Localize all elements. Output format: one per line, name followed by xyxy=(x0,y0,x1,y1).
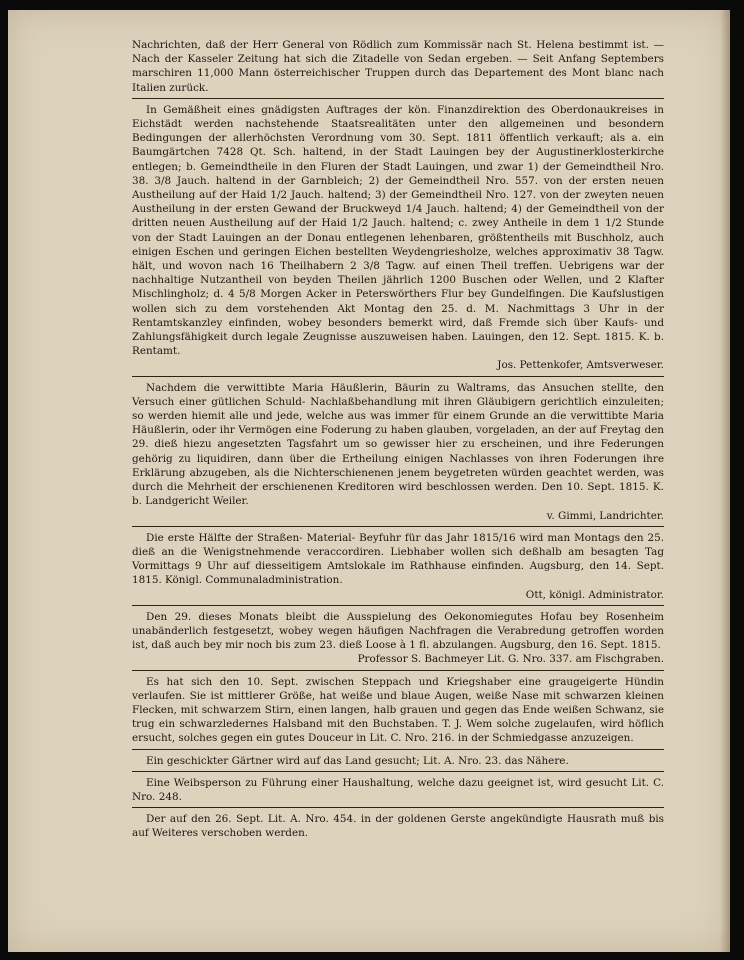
household-sale-postponed: Der auf den 26. Sept. Lit. A. Nro. 454. in der goldenen Gerste angekündigte Hausrath muß bis auf Weiteres verschoben werden. xyxy=(132,813,664,840)
road-material-signature: Ott, königl. Administrator. xyxy=(525,588,664,601)
housekeeper-wanted: Eine Weibsperson zu Führung einer Haushaltung, welche dazu geeignet ist, wird gesucht Lit. C. Nro. 248. xyxy=(132,776,664,803)
lost-dog-notice: Es hat sich den 10. Sept. zwischen Steppach und Kriegshaber eine graugeigerte Hündin verlaufen. Sie ist mittlerer Größe, hat weiße und blaue Augen, weiße Nase mit schwarzen kleinen Flecken, mit schwarzem Stirn, einen langen, halb grauen und gegen das Ende weißen Schwanz, sie trug ein schwarzledernes Halsband mit den Buchstaben. T. J. Wem solche zugelaufen, wird höflich ersucht, solches gegen ein gutes Douceur in Lit. C. Nro. 216. in der Schmiedgasse anzuzeigen. xyxy=(132,675,664,745)
divider xyxy=(132,670,664,671)
sale-notice: In Gemäßheit eines gnädigsten Auftrages der kön. Finanzdirektion des Oberdonaukreises in Eichstädt werden nachstehende Staatsrealitäten unter den allgemeinen und besondern Bedingungen der allerhöchsten Verordnung vom 30. Sept. 1811 öffentlich verkauft; als a. ein Baumgärtchen 7428 Qt. Sch. haltend, in der Stadt Lauingen bey der Augustinerklosterkirche entlegen; b. Gemeindtheile in den Fluren der Stadt Lauingen, und zwar 1) der Gemeindtheil Nro. 38. 3/8 Jauch. haltend in der Garnbleich; 2) der Gemeindtheil Nro. 557. von der ersten neuen Austheilung auf der Haid 1/2 Jauch. haltend; 3) der Gemeindtheil Nro. 127. von der zweyten neuen Austheilung in der ersten Gewand der Bruckweyd 1/4 Jauch. haltend; 4) der Gemeindtheil von der dritten neuen Austheilung auf der Haid 1/2 Jauch. haltend; c. zwey Antheile in dem 1 1/2 Stunde von der Stadt Lauingen an der Donau entlegenen lehenbaren, größtentheils mit Buschholz, auch einigen Eschen und geringen Eichen bestellten Weydengriesholze, welches approximativ 38 Tagw. hält, und wovon nach 16 Theilhabern 2 3/8 Tagw. auf einen Theil treffen. Uebrigens war der nachhaltige Nutzantheil von beyden Theilen jährlich 1200 Buschen oder Wellen, und 2 Klafter Mischlingholz; d. 4 5/8 Morgen Acker in Peterswörthers Flur bey Gundelfingen. Die Kaufslustigen wollen sich zu dem vorstehenden Akt Montag den 25. d. M. Nachmittags 3 Uhr in der Rentamtskanzley einfinden, wobey besonders bemerkt wird, daß Fremde sich über Kaufs- und Zahlungsfähigkeit durch legale Zeugnisse auszuweisen haben. Lauingen, den 12. Sept. 1815. K. b. Rentamt. Jos. Pettenkofer, Amtsverweser. xyxy=(132,103,664,372)
divider xyxy=(132,376,664,377)
divider xyxy=(132,749,664,750)
lottery-notice: Den 29. dieses Monats bleibt die Ausspielung des Oekonomiegutes Hofau bey Rosenheim unabänderlich festgesetzt, wobey wegen häufigen Nachfragen die Verabredung getroffen worden ist, daß auch bey mir noch bis zum 23. dieß Loose à 1 fl. abzulangen. Augsburg, den 16. Sept. 1815. Professor S. Bachmeyer Lit. G. Nro. 337. am Fischgraben. xyxy=(132,610,664,666)
sale-notice-signature: Jos. Pettenkofer, Amtsverweser. xyxy=(497,359,664,372)
gardener-wanted: Ein geschickter Gärtner wird auf das Land gesucht; Lit. A. Nro. 23. das Nähere. xyxy=(146,754,569,767)
lottery-notice-signature: Professor S. Bachmeyer Lit. G. Nro. 337. am Fischgraben. xyxy=(357,653,664,666)
page-content xyxy=(132,38,664,841)
newspaper-page xyxy=(8,10,730,952)
creditor-summons: Nachdem die verwittibte Maria Häußlerin, Bäurin zu Waltrams, das Ansuchen stellte, den Versuch einer gütlichen Schuld- Nachlaßbehandlung mit ihren Gläubigern gerichtlich einzuleiten; so werden hiemit alle und jede, welche aus was immer für einem Grunde an die verwittibte Maria Häußlerin, oder ihr Vermögen eine Foderung zu haben glauben, vorgeladen, an der auf Freytag den 29. dieß hiezu angesetzten Tagsfahrt um so gewisser hier zu erscheinen, und ihre Federungen gehörig zu liquidiren, dann über die Ertheilung einigen Nachlasses von ihren Foderungen ihre Erklärung abzugeben, als die Nichterschienenen jenem beygetreten würden geachtet werden, was durch die Mehrheit der erschienenen Kreditoren wird beschlossen werden. Den 10. Sept. 1815. K. b. Landgericht Weiler. v. Gimmi, Landrichter. xyxy=(132,381,664,522)
divider xyxy=(132,771,664,772)
divider xyxy=(132,807,664,808)
news-paragraph: Nachrichten, daß der Herr General von Rödlich zum Kommissär nach St. Helena bestimmt ist. — Nach der Kasseler Zeitung hat sich die Zitadelle von Sedan ergeben. — Seit Anfang Septembers marschiren 11,000 Mann österreichischer Truppen durch das Departement des Mont blanc nach Italien zurück. xyxy=(132,39,664,94)
divider xyxy=(132,526,664,527)
road-material-notice: Die erste Hälfte der Straßen- Material- Beyfuhr für das Jahr 1815/16 wird man Montags den 25. dieß an die Wenigstnehmende veraccordiren. Liebhaber wollen sich deßhalb am besagten Tag Vormittags 9 Uhr auf diesseitigem Amtslokale im Rathhause einfinden. Augsburg, den 14. Sept. 1815. Königl. Communaladministration. Ott, königl. Administrator. xyxy=(132,531,664,601)
divider xyxy=(132,98,664,99)
creditor-summons-signature: v. Gimmi, Landrichter. xyxy=(546,509,664,522)
divider xyxy=(132,605,664,606)
